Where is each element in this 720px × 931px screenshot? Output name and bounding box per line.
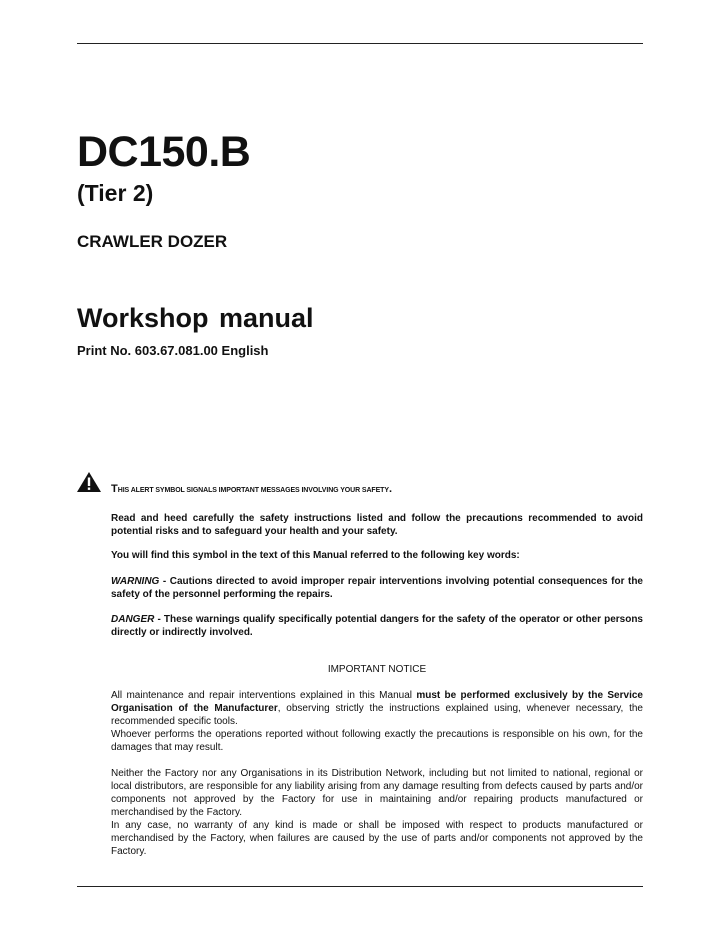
print-number: Print No. 603.67.081.00 English	[77, 343, 269, 358]
warning-paragraph	[111, 575, 643, 601]
warning-text: - Cautions directed to avoid improper repair interventions involving potential consequences for the safety of the personnel performing the repairs.	[111, 576, 643, 600]
symbol-note-paragraph: You will find this symbol in the text of this Manual referred to the following key words:	[111, 550, 520, 561]
alert-heading-text: HIS ALERT SYMBOL SIGNALS IMPORTANT MESSAGES INVOLVING YOUR SAFETY	[117, 487, 389, 494]
danger-text: - These warnings qualify specifically potential dangers for the safety of the operator or other persons directly or indirectly involved.	[111, 614, 643, 638]
notice-paragraph-2	[111, 767, 643, 858]
notice-paragraph-1	[111, 689, 643, 754]
safety-alert-heading	[111, 482, 392, 498]
warning-keyword: WARNING	[111, 576, 160, 587]
top-rule	[77, 43, 643, 44]
machine-type: CRAWLER DOZER	[77, 232, 228, 251]
notice-p1-second: Whoever performs the operations reported without following exactly the precautions is responsible on his own, for the damages that may result.	[111, 729, 643, 753]
alert-first-letter: T	[111, 483, 118, 495]
notice-p1-start: All maintenance and repair interventions explained in this Manual	[111, 690, 417, 701]
notice-p1-end: , observing strictly the instructions explained using, whenever necessary, the recommended specific tools.	[111, 703, 643, 727]
read-heed-paragraph: Read and heed carefully the safety instructions listed and follow the precautions recommended to avoid potential risks and to safeguard your health and your safety.	[111, 513, 643, 537]
manual-title: Workshop manual	[77, 303, 314, 333]
danger-keyword: DANGER	[111, 614, 155, 625]
bottom-rule	[77, 886, 643, 887]
tier-subtitle: (Tier 2)	[77, 180, 154, 206]
page-title: DC150.B	[77, 128, 251, 176]
notice-p2-first: Neither the Factory nor any Organisations in its Distribution Network, including but not limited to national, regional or local distributors, are responsible for any liability arising from any damage resulting from defects caused by parts and/or components not approved by the Factory for use in maintaining and/or repairing products manufactured or merchandised by the Factory.	[111, 768, 643, 818]
important-notice-title: IMPORTANT NOTICE	[327, 664, 427, 675]
notice-p2-second: In any case, no warranty of any kind is made or shall be imposed with respect to products manufactured or merchandised by the Factory, when failures are caused by the use of parts and/or components not approved by the Factory.	[111, 820, 643, 857]
notice-p1-bold: must be performed exclusively by the Service Organisation of the Manufacturer	[111, 690, 643, 714]
danger-paragraph	[111, 613, 643, 639]
warning-triangle-icon	[77, 472, 101, 492]
alert-heading-end: .	[388, 483, 392, 495]
